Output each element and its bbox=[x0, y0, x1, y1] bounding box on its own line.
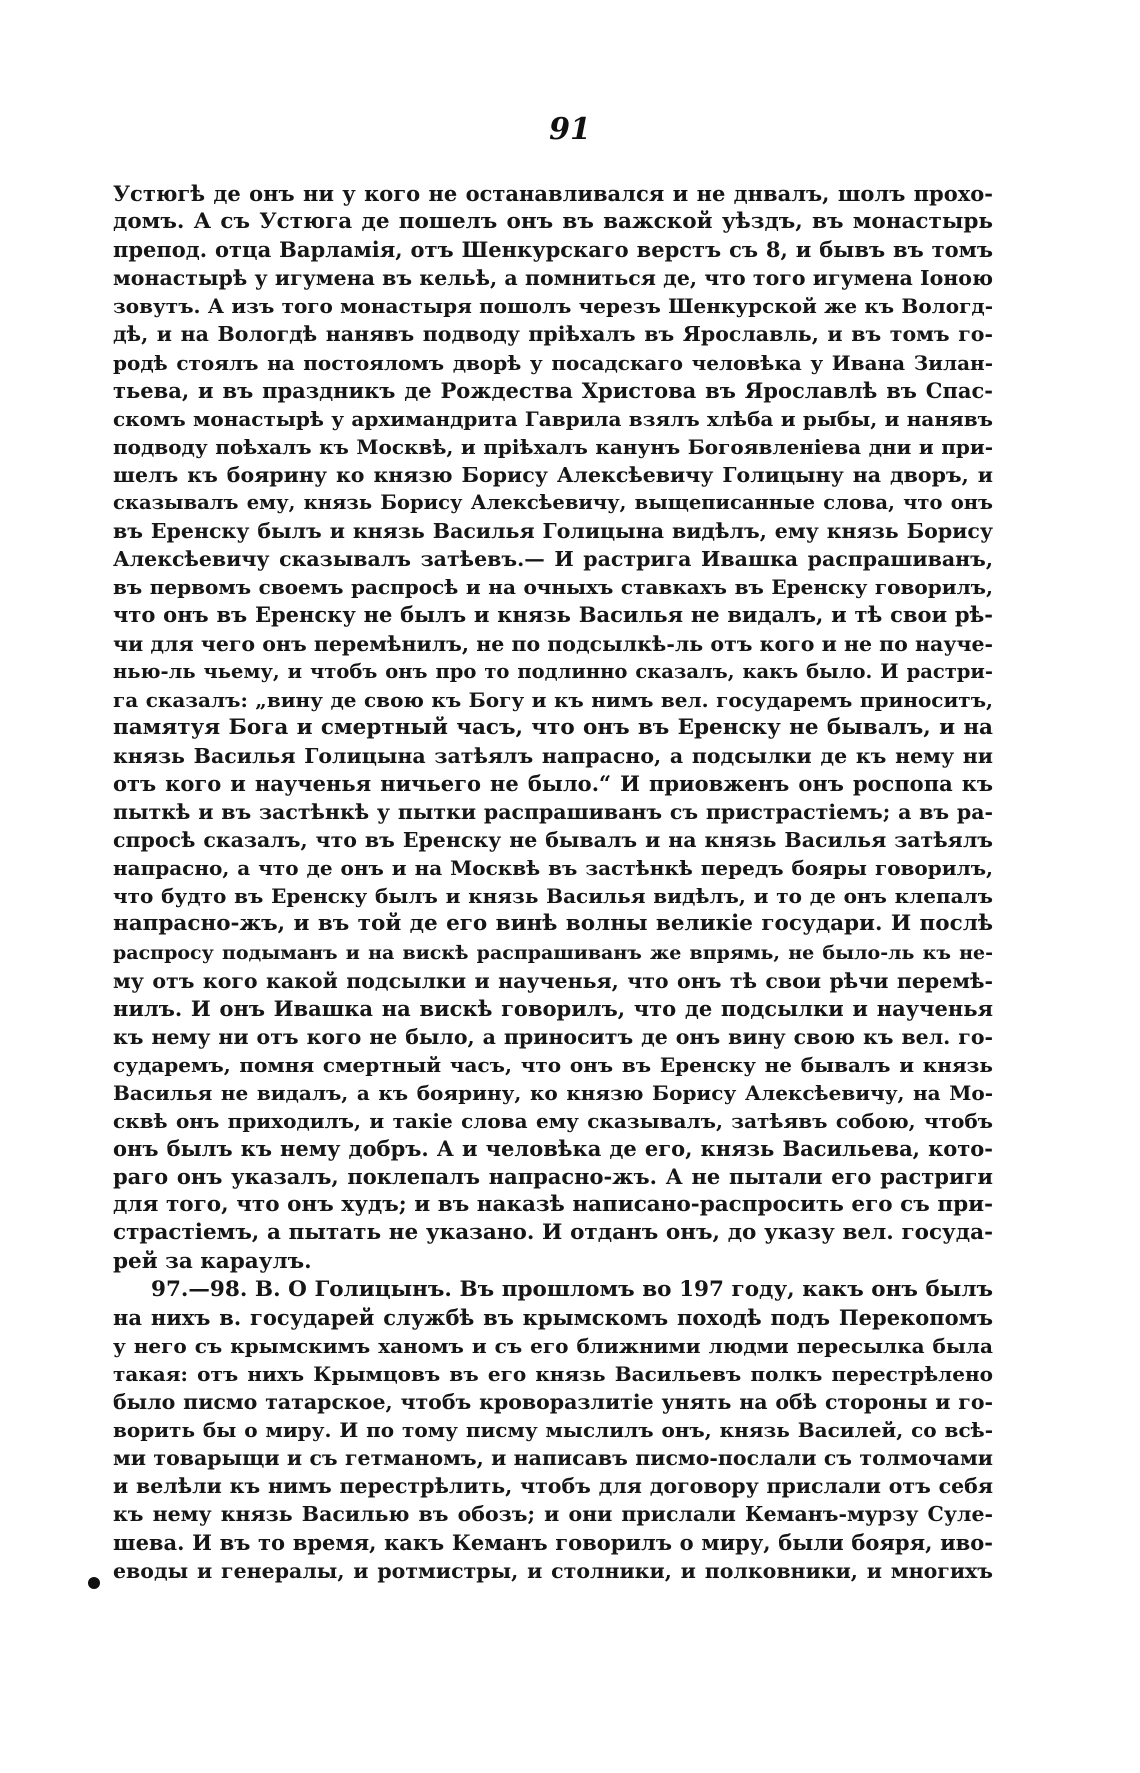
text-line: Василья не видалъ, а къ боярину, ко князю Борису Алексѣевичу, на Мо- bbox=[113, 1081, 993, 1105]
text-line: шелъ къ боярину ко князю Борису Алексѣевичу Голицыну на дворъ, и bbox=[113, 462, 993, 487]
text-line: на нихъ в. государей службѣ въ крымскомъ походѣ подъ Перекопомъ bbox=[113, 1304, 993, 1330]
text-line: пыткѣ и въ застѣнкѣ у пытки распрашиванъ съ пристрастіемъ; а въ ра- bbox=[113, 800, 993, 825]
text-line: сударемъ, помня смертный часъ, что онъ въ Еренску не бывалъ и князь bbox=[113, 1052, 993, 1077]
text-line: Алексѣевичу сказывалъ затѣевъ.— И растрига Ивашка распрашиванъ, bbox=[113, 547, 993, 572]
text-line: шева. И въ то время, какъ Кеманъ говорилъ о миру, были бояря, иво- bbox=[113, 1529, 993, 1555]
text-line: рей за караулъ. bbox=[113, 1248, 312, 1274]
text-line: Устюгѣ де онъ ни у кого не останавливался и не днвалъ, шолъ прохо- bbox=[113, 181, 993, 206]
text-line: нилъ. И онъ Ивашка на вискѣ говорилъ, что де подсылки и наученья bbox=[113, 995, 993, 1021]
text-line: нью-ль чьему, и чтобъ онъ про то подлинно сказалъ, какъ было. И растри- bbox=[113, 659, 993, 683]
text-line: въ Еренску былъ и князь Василья Голицына видѣлъ, ему князь Борису bbox=[113, 519, 993, 544]
text-line bbox=[113, 1585, 993, 1613]
text-line: чи для чего онъ перемѣнилъ, не по подсылкѣ-ль отъ кого и не по науче- bbox=[113, 631, 993, 656]
text-line: дѣ, и на Вологдѣ нанявъ подводу пріѣхалъ въ Ярославль, и въ томъ го- bbox=[113, 322, 993, 347]
text-line: монастырѣ у игумена въ кельѣ, а помниться де, что того игумена Іоною bbox=[113, 266, 993, 291]
text-line: такая: отъ нихъ Крымцовъ въ его князь Васильевъ полкъ перестрѣлено bbox=[113, 1361, 993, 1386]
text-line: онъ былъ къ нему добръ. А и человѣка де его, князь Васильева, кото- bbox=[113, 1136, 993, 1162]
body-text bbox=[113, 180, 993, 1613]
text-line: ворить бы о миру. И по тому писму мыслилъ онъ, князь Василей, со всѣ- bbox=[113, 1418, 993, 1443]
text-line: распросу подыманъ и на вискѣ распрашиванъ же впрямь, не было-ль къ не- bbox=[113, 941, 993, 964]
text-line: родѣ стоялъ на постояломъ дворѣ у посадскаго человѣка у Ивана Зилан- bbox=[113, 350, 993, 375]
text-line: къ нему князь Василью въ обозъ; и они прислали Кеманъ-мурзу Суле- bbox=[113, 1502, 993, 1527]
text-line: въ первомъ своемъ распросѣ и на очныхъ ставкахъ въ Еренску говорилъ, bbox=[113, 575, 993, 600]
text-line: для того, что онъ худъ; и въ наказѣ написано-распросить его съ при- bbox=[113, 1192, 993, 1218]
text-line: напрасно, а что де онъ и на Москвѣ въ застѣнкѣ передъ бояры говорилъ, bbox=[113, 856, 993, 881]
text-line: сказывалъ ему, князь Борису Алексѣевичу, выщеписанные слова, что онъ bbox=[113, 491, 993, 515]
text-line: подводу поѣхалъ къ Москвѣ, и пріѣхалъ канунъ Богоявленіева дни и при- bbox=[113, 434, 993, 459]
text-line: сквѣ онъ приходилъ, и такіе слова ему сказывалъ, затѣявъ собою, чтобъ bbox=[113, 1109, 993, 1134]
text-line: препод. отца Варламія, отъ Шенкурскаго верстъ съ 8, и бывъ въ томъ bbox=[113, 237, 993, 263]
text-line: раго онъ указалъ, поклепалъ напрасно-жъ. А не пытали его растриги bbox=[113, 1164, 993, 1190]
text-line: памятуя Бога и смертный часъ, что онъ въ Еренску не бывалъ, и на bbox=[113, 714, 993, 740]
text-line: что будто въ Еренску былъ и князь Василья видѣлъ, и то де онъ клепалъ bbox=[113, 884, 993, 909]
text-line: у него съ крымскимъ ханомъ и съ его ближними людми пересылка была bbox=[113, 1333, 993, 1358]
text-line: было писмо татарское, чтобъ кроворазлитіе унять на обѣ стороны и го- bbox=[113, 1390, 993, 1415]
margin-bullet-mark bbox=[88, 1577, 100, 1589]
text-line: тьева, и въ праздникъ де Рождества Христова въ Ярославлѣ въ Спас- bbox=[113, 377, 993, 403]
text-line: му отъ кого какой подсылки и наученья, что онъ тѣ свои рѣчи перемѣ- bbox=[113, 968, 993, 993]
text-line: и велѣли къ нимъ перестрѣлить, чтобъ для договору прислали отъ себя bbox=[113, 1474, 993, 1499]
text-line: спросѣ сказалъ, что въ Еренску не бывалъ и на князь Василья затѣялъ bbox=[113, 828, 993, 853]
text-line: га сказалъ: „вину де свою къ Богу и къ нимъ вел. государемъ приноситъ, bbox=[113, 687, 993, 712]
text-line: еводы и генералы, и ротмистры, и столники, и полковники, и многихъ bbox=[113, 1558, 993, 1583]
text-line: къ нему ни отъ кого не было, а приноситъ де онъ вину свою къ вел. го- bbox=[113, 1024, 993, 1049]
text-line: ми товарыщи и съ гетманомъ, и написавъ писмо-послали съ толмочами bbox=[113, 1446, 993, 1471]
text-line: страстіемъ, а пытать не указано. И отданъ онъ, до указу вел. госуда- bbox=[113, 1220, 993, 1246]
page-number: 91 bbox=[549, 112, 591, 147]
section-heading-line: 97.—98. В. О Голицынъ. Въ прошломъ во 197 году, какъ онъ былъ bbox=[151, 1276, 993, 1302]
text-line: напрасно-жъ, и въ той де его винѣ волны великіе государи. И послѣ bbox=[113, 911, 993, 937]
text-line: отъ кого и наученья ничьего не было.“ И приовженъ онъ роспопа къ bbox=[113, 770, 993, 796]
text-line: князь Василья Голицына затѣялъ напрасно, а подсылки де къ нему ни bbox=[113, 743, 993, 768]
text-line: скомъ монастырѣ у архимандрита Гаврила взялъ хлѣба и рыбы, и нанявъ bbox=[113, 406, 993, 431]
text-line: что онъ въ Еренску не былъ и князь Василья не видалъ, и тѣ свои рѣ- bbox=[113, 602, 993, 628]
text-line: домъ. А съ Устюга де пошелъ онъ въ важской уѣздъ, въ монастырь bbox=[113, 209, 993, 235]
text-line: зовутъ. А изъ того монастыря пошолъ черезъ Шенкурской же къ Вологд- bbox=[113, 294, 993, 319]
